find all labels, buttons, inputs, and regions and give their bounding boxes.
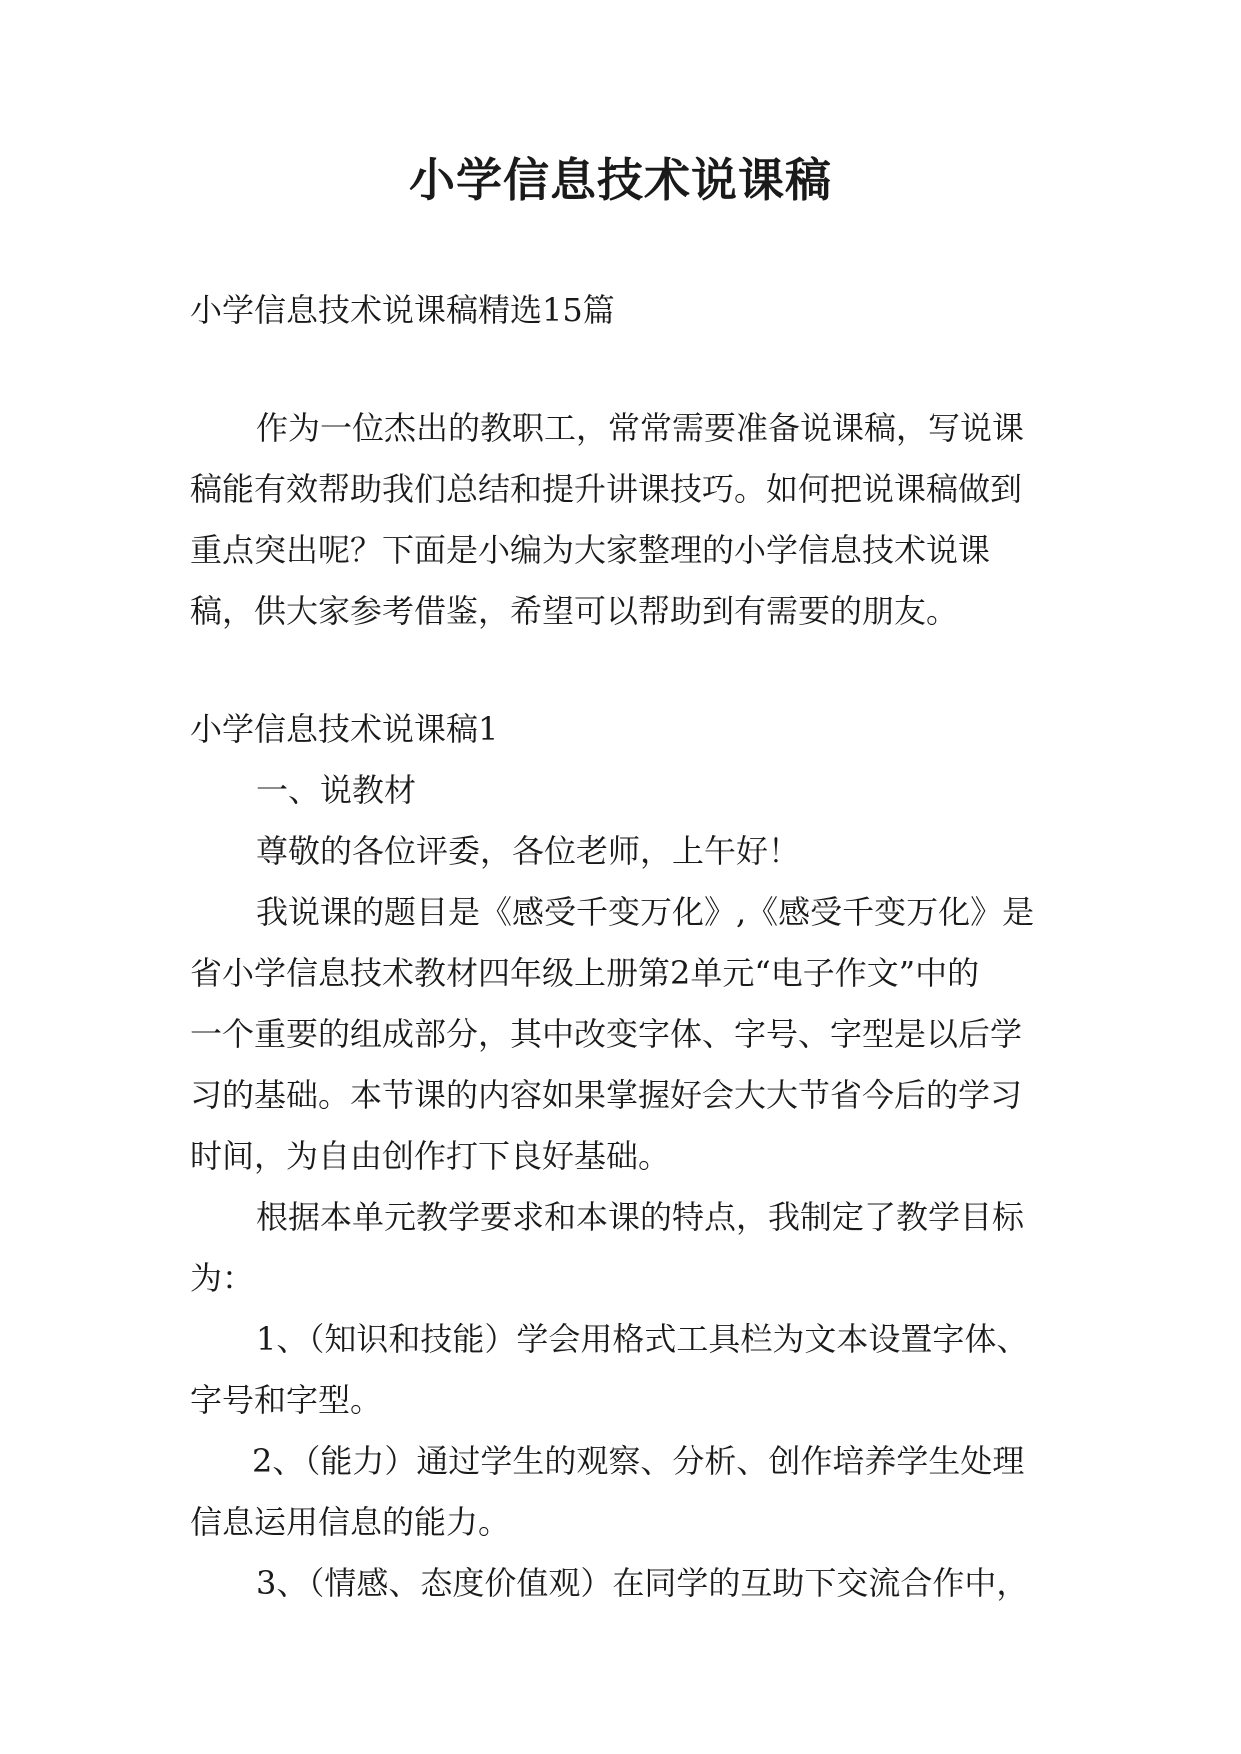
part-heading: 一、说教材	[256, 771, 417, 809]
intro-paragraph	[190, 398, 1052, 642]
section-1	[190, 699, 1052, 1614]
document-subtitle	[190, 280, 1052, 341]
intro-line: 重点突出呢？下面是小编为大家整理的小学信息技术说课	[190, 531, 991, 569]
document-title: 小学信息技术说课稿	[409, 153, 832, 207]
goal-line: 3、（情感、态度价值观）在同学的互助下交流合作中，	[256, 1564, 1029, 1602]
intro-line: 稿，供大家参考借鉴，希望可以帮助到有需要的朋友。	[190, 592, 959, 630]
goal-line: 1、（知识和技能）学会用格式工具栏为文本设置字体、	[256, 1320, 1029, 1358]
intro-line: 作为一位杰出的教职工，常常需要准备说课稿，写说课	[256, 409, 1025, 447]
paragraph-line: 根据本单元教学要求和本课的特点，我制定了教学目标	[256, 1198, 1025, 1236]
intro-line: 稿能有效帮助我们总结和提升讲课技巧。如何把说课稿做到	[190, 470, 1023, 508]
goal-line: 信息运用信息的能力。	[190, 1503, 511, 1541]
goal-line: 2、（能力）通过学生的观察、分析、创作培养学生处理	[252, 1442, 1025, 1480]
paragraph-line: 省小学信息技术教材四年级上册第2单元“电子作文”中的	[190, 954, 980, 992]
goal-line: 字号和字型。	[190, 1381, 383, 1419]
section-heading: 小学信息技术说课稿1	[190, 710, 499, 748]
paragraph-line: 为：	[190, 1259, 255, 1297]
greeting-line: 尊敬的各位评委，各位老师，上午好！	[256, 832, 801, 870]
paragraph-line: 习的基础。本节课的内容如果掌握好会大大节省今后的学习	[190, 1076, 1023, 1114]
paragraph-line: 我说课的题目是《感受千变万化》,《感受千变万化》是	[256, 893, 1035, 931]
paragraph-line: 一个重要的组成部分，其中改变字体、字号、字型是以后学	[190, 1015, 1023, 1053]
paragraph-line: 时间，为自由创作打下良好基础。	[190, 1137, 671, 1175]
subtitle-line: 小学信息技术说课稿精选15篇	[190, 291, 615, 329]
